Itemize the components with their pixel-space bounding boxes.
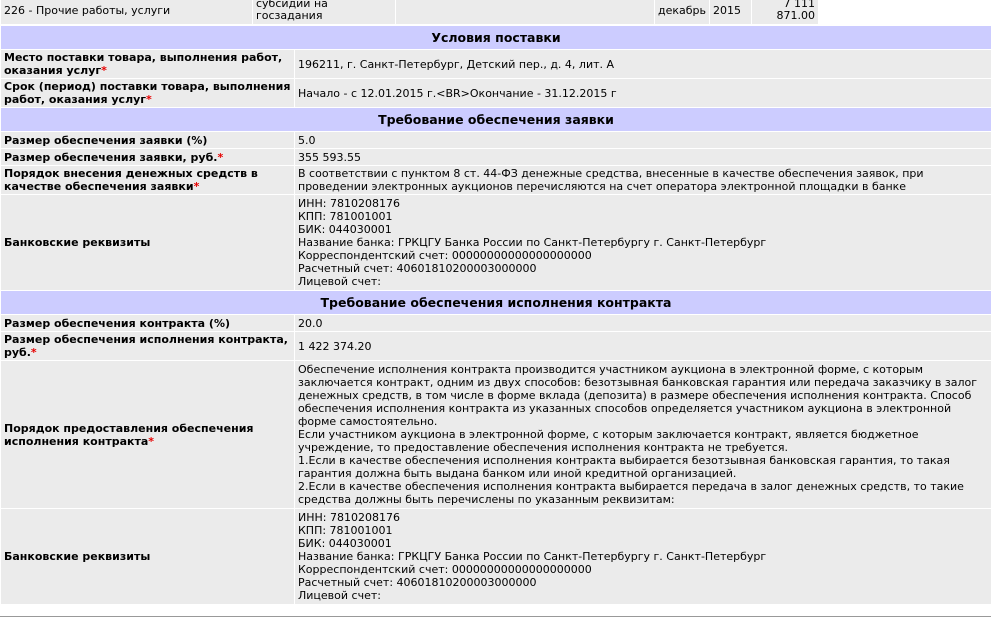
- bid-order-label: [1, 166, 295, 195]
- bid-bank-label: Банковские реквизиты: [1, 195, 295, 291]
- delivery-section-header: [1, 26, 991, 50]
- finance-empty: [396, 0, 655, 25]
- required-marker: *: [146, 93, 152, 106]
- bid-rub-label-text: Размер обеспечения заявки, руб.: [4, 150, 218, 164]
- contract-order-value: [295, 361, 991, 509]
- contract-percent-value: 20.0: [295, 315, 991, 332]
- page-bottom-divider: [0, 616, 991, 623]
- contract-order-label-text: Порядок предоставления обеспечения исполнения контракта: [4, 421, 254, 448]
- amount-line-2: 871.00: [776, 9, 815, 22]
- finance-code: 226 - Прочие работы, услуги: [1, 0, 253, 25]
- required-marker: *: [193, 180, 200, 193]
- bank-corr-account: Корреспондентский счет: 00000000000000000000: [298, 249, 592, 262]
- bank-bik: БИК: 044030001: [298, 223, 392, 236]
- delivery-place-row: [1, 50, 991, 79]
- bank-kpp: КПП: 781001001: [298, 210, 393, 223]
- bank-settlement-account: Расчетный счет: 40601810200003000000: [298, 262, 537, 275]
- contract-bank-row: [1, 509, 991, 605]
- required-marker: *: [148, 434, 155, 448]
- finance-subsidy: [253, 0, 396, 25]
- bid-order-row: [1, 166, 991, 195]
- contract-order-row: [1, 361, 991, 509]
- bank-personal-account: Лицевой счет:: [298, 589, 381, 602]
- bid-percent-row: [1, 132, 991, 149]
- bid-rub-row: [1, 149, 991, 166]
- contract-order-paragraph-4: 2.Если в качестве обеспечения исполнения контракта выбирается передача в залог денежных средств, то такие средства должны быть перечислены по указанным реквизитам:: [298, 480, 964, 506]
- bank-name: Название банка: ГРКЦГУ Банка России по Санкт-Петербургу г. Санкт-Петербург: [298, 236, 767, 249]
- contract-order-label: [1, 361, 295, 509]
- contract-rub-label-text: Размер обеспечения исполнения контракта, руб.: [4, 333, 288, 359]
- required-marker: *: [101, 64, 107, 77]
- top-table: [0, 0, 991, 25]
- contract-header: Требование обеспечения исполнения контракта: [1, 291, 991, 315]
- bid-percent-label: Размер обеспечения заявки (%): [1, 132, 295, 149]
- subsidy-line-2: госзадания: [256, 9, 323, 22]
- bid-order-label-text: Порядок внесения денежных средств в качестве обеспечения заявки: [4, 167, 258, 193]
- delivery-period-label-text: Срок (период) поставки товара, выполнения работ, оказания услуг: [4, 80, 291, 106]
- contract-order-paragraph-2: Если участником аукциона в электронной форме, с которым заключается контракт, является бюджетное учреждение, то предоставление обеспечения исполнения контракта не требуется.: [298, 428, 919, 454]
- delivery-period-label: [1, 79, 295, 108]
- finance-year: 2015: [710, 0, 752, 25]
- finance-row: [1, 0, 991, 25]
- bank-inn: ИНН: 7810208176: [298, 197, 400, 210]
- delivery-period-row: [1, 79, 991, 108]
- amount-line-1: 7 111: [783, 0, 815, 10]
- finance-amount: [752, 0, 819, 25]
- contract-order-paragraph-3: 1.Если в качестве обеспечения исполнения контракта выбирается безотзывная банковская гарантия, то такая гарантия должна быть выдана банком или иной кредитной организацией.: [298, 454, 950, 480]
- contract-rub-label: [1, 332, 295, 361]
- bank-kpp: КПП: 781001001: [298, 524, 393, 537]
- details-table: [0, 25, 991, 605]
- bank-corr-account: Корреспондентский счет: 00000000000000000000: [298, 563, 592, 576]
- delivery-period-value: Начало - с 12.01.2015 г.<BR>Окончание - 31.12.2015 г: [295, 79, 991, 108]
- bid-rub-label: [1, 149, 295, 166]
- delivery-place-value: 196211, г. Санкт-Петербург, Детский пер., д. 4, лит. А: [295, 50, 991, 79]
- contract-order-paragraph-1: Обеспечение исполнения контракта производится участником аукциона в электронной форме, с которым заключается контракт, одним из двух способов: безотзывная банковская гарантия или передача заказчику в залог денежных средств, в том числе в форме вклада (депозита) в размере обеспечения исполнения контракта. Способ обеспечения исполнения контракта из указанных способов определяется участником аукциона в электронной форме самостоятельно.: [298, 363, 978, 428]
- bid-header: Требование обеспечения заявки: [1, 108, 991, 132]
- contract-rub-row: [1, 332, 991, 361]
- delivery-header: Условия поставки: [1, 26, 991, 50]
- bid-rub-value: 355 593.55: [295, 149, 991, 166]
- contract-bank-label: Банковские реквизиты: [1, 509, 295, 605]
- contract-section-header: [1, 291, 991, 315]
- bid-bank-row: [1, 195, 991, 291]
- contract-percent-row: [1, 315, 991, 332]
- required-marker: *: [30, 346, 37, 359]
- bank-settlement-account: Расчетный счет: 40601810200003000000: [298, 576, 537, 589]
- bid-percent-value: 5.0: [295, 132, 991, 149]
- required-marker: *: [217, 150, 224, 164]
- contract-bank-details: [295, 509, 991, 605]
- delivery-place-label-text: Место поставки товара, выполнения работ, оказания услуг: [4, 51, 283, 77]
- bank-personal-account: Лицевой счет:: [298, 275, 381, 288]
- bank-inn: ИНН: 7810208176: [298, 511, 400, 524]
- finance-empty-2: [819, 0, 991, 25]
- bid-section-header: [1, 108, 991, 132]
- contract-percent-label: Размер обеспечения контракта (%): [1, 315, 295, 332]
- bid-bank-details: [295, 195, 991, 291]
- contract-rub-value: 1 422 374.20: [295, 332, 991, 361]
- delivery-place-label: [1, 50, 295, 79]
- subsidy-line-1: субсидии на: [256, 0, 328, 10]
- bid-order-value: В соответствии с пунктом 8 ст. 44-ФЗ денежные средства, внесенные в качестве обеспечения заявок, при проведении электронных аукционов перечисляются на счет оператора электронной площадки в банке: [295, 166, 991, 195]
- finance-month: декабрь: [655, 0, 710, 25]
- bank-name: Название банка: ГРКЦГУ Банка России по Санкт-Петербургу г. Санкт-Петербург: [298, 550, 767, 563]
- bank-bik: БИК: 044030001: [298, 537, 392, 550]
